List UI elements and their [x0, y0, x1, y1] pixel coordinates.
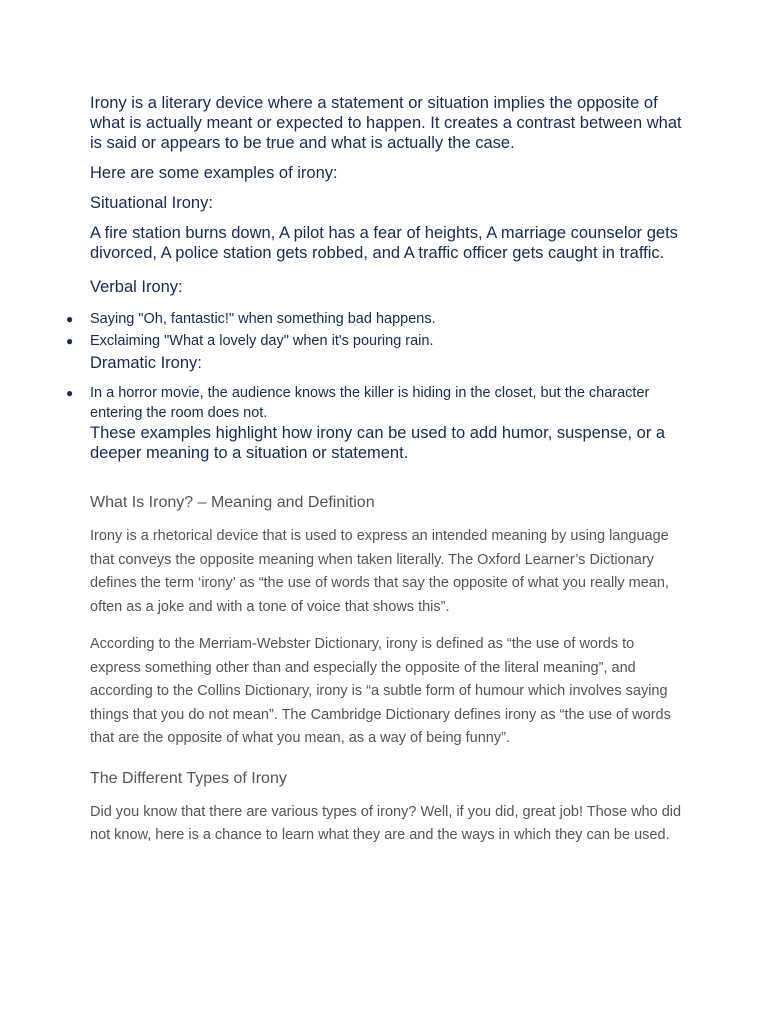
list-item [66, 331, 686, 351]
verbal-irony-list [66, 309, 686, 351]
bullet-icon: ● [66, 334, 74, 348]
body-paragraph: Did you know that there are various types of irony? Well, if you did, great job! Those who did not know, here is a chance to learn what they are and the ways in which they can be used. [90, 803, 682, 843]
section-heading-types: The Different Types of Irony [90, 769, 287, 787]
document-body [66, 93, 686, 862]
list-item [66, 383, 686, 423]
list-item-text: In a horror movie, the audience knows the killer is hiding in the closet, but the character entering the room does not. [90, 385, 650, 421]
closing-paragraph: These examples highlight how irony can be used to add humor, suspense, or a deeper meaning to a situation or statement. [90, 424, 666, 462]
verbal-irony-heading: Verbal Irony: [90, 278, 183, 296]
examples-lead: Here are some examples of irony: [90, 164, 338, 182]
list-item-text: Saying "Oh, fantastic!" when something bad happens. [90, 311, 436, 327]
body-paragraph: According to the Merriam-Webster Dictionary, irony is defined as “the use of words to express something other than and especially the opposite of the literal meaning”, and according to the Collins Dictionary, irony is “a subtle form of humour which involves saying things that you do not mean”. The Cambridge Dictionary defines irony as “the use of words that are the opposite of what you mean, as a way of being funny”. [90, 636, 671, 746]
body-paragraph: Irony is a rhetorical device that is used to express an intended meaning by using language that conveys the opposite meaning when taken literally. The Oxford Learner’s Dictionary defines the term ‘irony’ as “the use of words that say the opposite of what you really mean, often as a joke and with a tone of voice that shows this”. [90, 528, 669, 615]
dramatic-irony-list [66, 383, 686, 423]
list-item [66, 309, 686, 329]
bullet-icon: ● [66, 312, 74, 326]
intro-paragraph: Irony is a literary device where a statement or situation implies the opposite of what is actually meant or expected to happen. It creates a contrast between what is said or appears to be true and what is actually the case. [90, 94, 682, 152]
list-item-text: Exclaiming "What a lovely day" when it's pouring rain. [90, 333, 434, 349]
situational-irony-heading: Situational Irony: [90, 194, 213, 212]
section-heading-meaning: What Is Irony? – Meaning and Definition [90, 494, 375, 511]
dramatic-irony-heading: Dramatic Irony: [90, 354, 202, 372]
bullet-icon: ● [66, 386, 74, 400]
situational-irony-text: A fire station burns down, A pilot has a fear of heights, A marriage counselor gets divorced, A police station gets robbed, and A traffic officer gets caught in traffic. [90, 224, 678, 262]
